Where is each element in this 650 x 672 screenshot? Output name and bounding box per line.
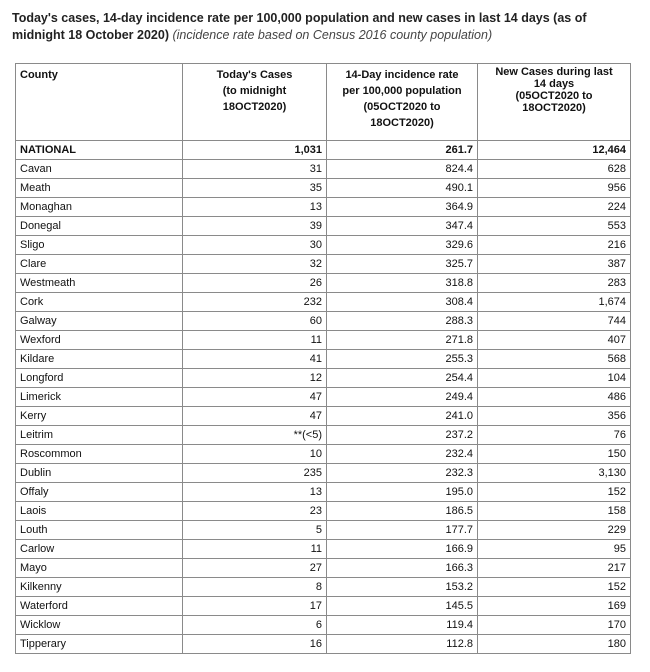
- new-cases-cell: 12,464: [478, 141, 631, 160]
- county-cell: Longford: [16, 369, 183, 388]
- headline: [12, 10, 642, 44]
- todays-cases-cell: 47: [183, 388, 327, 407]
- todays-cases-cell: 41: [183, 350, 327, 369]
- column-header-county: County: [16, 64, 183, 141]
- county-cell: Monaghan: [16, 198, 183, 217]
- table-row: [16, 293, 631, 312]
- incidence-rate-cell: 232.3: [327, 464, 478, 483]
- incidence-rate-cell: 261.7: [327, 141, 478, 160]
- county-cell: Kildare: [16, 350, 183, 369]
- new-cases-cell: 158: [478, 502, 631, 521]
- header-line: 18OCT2020): [222, 101, 287, 113]
- incidence-rate-cell: 166.3: [327, 559, 478, 578]
- new-cases-cell: 169: [478, 597, 631, 616]
- table-row: [16, 217, 631, 236]
- county-cell: Leitrim: [16, 426, 183, 445]
- todays-cases-cell: 5: [183, 521, 327, 540]
- incidence-rate-cell: 288.3: [327, 312, 478, 331]
- incidence-rate-cell: 249.4: [327, 388, 478, 407]
- new-cases-cell: 76: [478, 426, 631, 445]
- table-row: [16, 464, 631, 483]
- header-line: (05OCT2020 to: [363, 101, 441, 113]
- header-line: 14-Day incidence rate: [345, 69, 459, 81]
- incidence-rate-cell: 119.4: [327, 616, 478, 635]
- todays-cases-cell: 60: [183, 312, 327, 331]
- table-row: [16, 369, 631, 388]
- table-row: [16, 407, 631, 426]
- new-cases-cell: 387: [478, 255, 631, 274]
- new-cases-cell: 150: [478, 445, 631, 464]
- todays-cases-cell: 11: [183, 331, 327, 350]
- incidence-rate-cell: 318.8: [327, 274, 478, 293]
- table-row: [16, 635, 631, 654]
- new-cases-cell: 283: [478, 274, 631, 293]
- table-body: [16, 141, 631, 654]
- incidence-rate-cell: 325.7: [327, 255, 478, 274]
- todays-cases-cell: 232: [183, 293, 327, 312]
- header-line: (05OCT2020 to: [515, 90, 593, 102]
- header-line: New Cases during last: [495, 66, 613, 78]
- header-line: 18OCT2020): [370, 117, 434, 129]
- header-line: (to midnight: [222, 85, 287, 97]
- todays-cases-cell: 30: [183, 236, 327, 255]
- column-header-incidence-rate: [327, 64, 478, 141]
- county-cell: Clare: [16, 255, 183, 274]
- incidence-rate-cell: 329.6: [327, 236, 478, 255]
- new-cases-cell: 486: [478, 388, 631, 407]
- column-header-todays-cases: [183, 64, 327, 141]
- new-cases-cell: 170: [478, 616, 631, 635]
- table-row: [16, 445, 631, 464]
- todays-cases-cell: 13: [183, 483, 327, 502]
- incidence-rate-cell: 490.1: [327, 179, 478, 198]
- table-row: [16, 236, 631, 255]
- county-cell: NATIONAL: [16, 141, 183, 160]
- new-cases-cell: 224: [478, 198, 631, 217]
- todays-cases-cell: 17: [183, 597, 327, 616]
- todays-cases-cell: 6: [183, 616, 327, 635]
- header-line: Today's Cases: [216, 69, 293, 81]
- new-cases-cell: 553: [478, 217, 631, 236]
- county-cell: Cavan: [16, 160, 183, 179]
- county-cell: Wicklow: [16, 616, 183, 635]
- new-cases-cell: 95: [478, 540, 631, 559]
- table-row: [16, 578, 631, 597]
- todays-cases-cell: 16: [183, 635, 327, 654]
- header-line: 14 days: [533, 78, 575, 90]
- table-row: [16, 255, 631, 274]
- table-row: [16, 350, 631, 369]
- county-cell: Louth: [16, 521, 183, 540]
- new-cases-cell: 104: [478, 369, 631, 388]
- county-cell: Wexford: [16, 331, 183, 350]
- table-row: [16, 483, 631, 502]
- todays-cases-cell: 10: [183, 445, 327, 464]
- incidence-rate-cell: 153.2: [327, 578, 478, 597]
- new-cases-cell: 217: [478, 559, 631, 578]
- table-header-row: [16, 64, 631, 141]
- new-cases-cell: 3,130: [478, 464, 631, 483]
- incidence-rate-cell: 824.4: [327, 160, 478, 179]
- new-cases-cell: 407: [478, 331, 631, 350]
- new-cases-cell: 216: [478, 236, 631, 255]
- table-row: [16, 274, 631, 293]
- new-cases-cell: 152: [478, 578, 631, 597]
- county-cell: Dublin: [16, 464, 183, 483]
- todays-cases-cell: 13: [183, 198, 327, 217]
- county-cell: Mayo: [16, 559, 183, 578]
- incidence-rate-cell: 308.4: [327, 293, 478, 312]
- table-row: [16, 540, 631, 559]
- todays-cases-cell: 235: [183, 464, 327, 483]
- county-cell: Galway: [16, 312, 183, 331]
- todays-cases-cell: 12: [183, 369, 327, 388]
- incidence-rate-cell: 195.0: [327, 483, 478, 502]
- new-cases-cell: 180: [478, 635, 631, 654]
- column-header-new-cases: [478, 64, 631, 141]
- new-cases-cell: 152: [478, 483, 631, 502]
- national-total-row: [16, 141, 631, 160]
- todays-cases-cell: 23: [183, 502, 327, 521]
- headline-note: (incidence rate based on Census 2016 county population): [172, 28, 493, 42]
- todays-cases-cell: **(<5): [183, 426, 327, 445]
- table-row: [16, 559, 631, 578]
- county-cell: Sligo: [16, 236, 183, 255]
- table-row: [16, 521, 631, 540]
- county-cell: Limerick: [16, 388, 183, 407]
- todays-cases-cell: 47: [183, 407, 327, 426]
- county-cell: Carlow: [16, 540, 183, 559]
- todays-cases-cell: 35: [183, 179, 327, 198]
- new-cases-cell: 568: [478, 350, 631, 369]
- table-row: [16, 331, 631, 350]
- table-row: [16, 426, 631, 445]
- table-row: [16, 312, 631, 331]
- incidence-rate-cell: 166.9: [327, 540, 478, 559]
- county-cell: Offaly: [16, 483, 183, 502]
- county-cell: Kilkenny: [16, 578, 183, 597]
- incidence-rate-cell: 347.4: [327, 217, 478, 236]
- county-cell: Tipperary: [16, 635, 183, 654]
- incidence-rate-cell: 271.8: [327, 331, 478, 350]
- table-row: [16, 502, 631, 521]
- incidence-rate-cell: 177.7: [327, 521, 478, 540]
- incidence-rate-cell: 364.9: [327, 198, 478, 217]
- incidence-rate-cell: 186.5: [327, 502, 478, 521]
- headline-title: Today's cases, 14-day incidence rate per 100,000 population and new cases in last 14 days (as of midnight 18 October 2020): [12, 11, 587, 42]
- county-cell: Laois: [16, 502, 183, 521]
- incidence-rate-cell: 255.3: [327, 350, 478, 369]
- incidence-rate-cell: 254.4: [327, 369, 478, 388]
- incidence-rate-cell: 232.4: [327, 445, 478, 464]
- county-cell: Cork: [16, 293, 183, 312]
- county-cell: Waterford: [16, 597, 183, 616]
- incidence-rate-cell: 237.2: [327, 426, 478, 445]
- todays-cases-cell: 8: [183, 578, 327, 597]
- table-row: [16, 597, 631, 616]
- table-row: [16, 179, 631, 198]
- incidence-rate-cell: 241.0: [327, 407, 478, 426]
- county-cell: Westmeath: [16, 274, 183, 293]
- new-cases-cell: 356: [478, 407, 631, 426]
- table-row: [16, 388, 631, 407]
- incidence-rate-cell: 145.5: [327, 597, 478, 616]
- county-cell: Roscommon: [16, 445, 183, 464]
- new-cases-cell: 229: [478, 521, 631, 540]
- new-cases-cell: 1,674: [478, 293, 631, 312]
- todays-cases-cell: 32: [183, 255, 327, 274]
- new-cases-cell: 956: [478, 179, 631, 198]
- table-row: [16, 616, 631, 635]
- todays-cases-cell: 31: [183, 160, 327, 179]
- county-cell: Meath: [16, 179, 183, 198]
- header-line: 18OCT2020): [522, 102, 586, 114]
- county-cases-table: [15, 63, 631, 654]
- header-line: per 100,000 population: [342, 85, 462, 97]
- todays-cases-cell: 1,031: [183, 141, 327, 160]
- table-row: [16, 160, 631, 179]
- todays-cases-cell: 26: [183, 274, 327, 293]
- table-row: [16, 198, 631, 217]
- new-cases-cell: 744: [478, 312, 631, 331]
- todays-cases-cell: 39: [183, 217, 327, 236]
- todays-cases-cell: 27: [183, 559, 327, 578]
- new-cases-cell: 628: [478, 160, 631, 179]
- county-cell: Donegal: [16, 217, 183, 236]
- todays-cases-cell: 11: [183, 540, 327, 559]
- incidence-rate-cell: 112.8: [327, 635, 478, 654]
- county-cell: Kerry: [16, 407, 183, 426]
